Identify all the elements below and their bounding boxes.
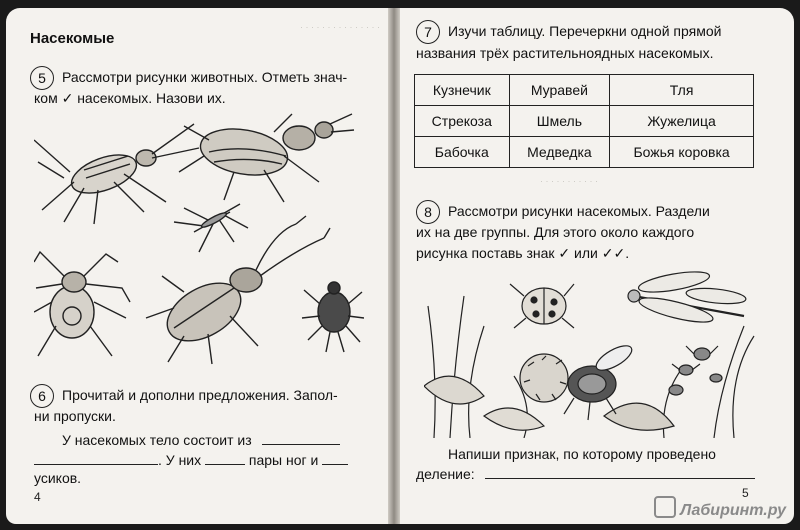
answer-blank-leg-pairs[interactable] <box>205 452 245 465</box>
answer-blank-body-parts-cont[interactable] <box>34 452 158 465</box>
task8-text-line1: Рассмотри рисунки насекомых. Раздели <box>448 203 710 219</box>
answer-blank-body-parts[interactable] <box>262 432 340 445</box>
task6-text-line1: Прочитай и дополни предложения. Запол- <box>62 387 338 403</box>
ladybug-drawing <box>510 284 574 328</box>
answer-blank-antennae[interactable] <box>322 452 348 465</box>
ground-beetle-drawing <box>179 114 354 202</box>
task5-text-line2: ком ✓ насекомых. Назови их. <box>34 90 226 106</box>
table-row <box>415 75 754 106</box>
dragonfly-drawing <box>628 268 747 327</box>
sentence2a-text: . У них <box>158 452 202 468</box>
table-cell[interactable]: Стрекоза <box>415 106 510 137</box>
table-cell[interactable]: Кузнечик <box>415 75 510 106</box>
section-title: Насекомые <box>30 30 115 47</box>
task8-text-line2: их на две группы. Для этого около каждого <box>416 224 695 240</box>
bleed-through-text: · · · · · · · · · · · · · · · <box>300 22 380 32</box>
table-cell[interactable]: Божья коровка <box>610 137 754 168</box>
tick-drawing <box>302 282 364 352</box>
task-number-8: 8 <box>416 200 440 224</box>
aphids-drawing <box>669 346 722 395</box>
table-row <box>415 106 754 137</box>
labirint-logo-icon <box>654 496 676 518</box>
task8-prompt-line1: Напиши признак, по которому проведено <box>448 446 716 462</box>
task8-prompt-line2 <box>416 466 755 482</box>
insects-table <box>414 74 754 168</box>
insects-scene-illustration <box>424 266 760 438</box>
task6-sentence2 <box>34 452 348 468</box>
task-number-7: 7 <box>416 20 440 44</box>
mosquito-drawing <box>174 204 248 252</box>
task5-text-line1: Рассмотри рисунки животных. Отметь знач- <box>62 69 348 85</box>
task8-text-line3: рисунка поставь знак ✓ или ✓✓. <box>416 245 630 261</box>
bleed-through-text: · · · · · · · · · · · <box>540 176 598 186</box>
task6-sentence3: усиков. <box>34 470 82 486</box>
table-cell[interactable]: Шмель <box>509 106 610 137</box>
book-spine <box>388 8 400 524</box>
watermark-text: Лабиринт.ру <box>680 502 786 519</box>
answer-blank-division-criterion[interactable] <box>485 466 755 479</box>
task7-text-line2: названия трёх растительноядных насекомых. <box>416 45 714 61</box>
table-cell[interactable]: Жужелица <box>610 106 754 137</box>
watermark <box>654 496 786 520</box>
task6-text-line2: ни пропуски. <box>34 408 116 424</box>
sentence1-text: У насекомых тело состоит из <box>62 432 252 448</box>
task6-sentence1 <box>62 432 340 448</box>
table-row <box>415 137 754 168</box>
clover-flower-drawing <box>520 354 568 402</box>
prompt-line2-text: деление: <box>416 466 475 482</box>
spider-drawing <box>34 252 130 356</box>
page-number-left: 4 <box>34 490 41 504</box>
task-number-6: 6 <box>30 384 54 408</box>
table-cell[interactable]: Муравей <box>509 75 610 106</box>
table-cell[interactable]: Бабочка <box>415 137 510 168</box>
table-cell[interactable]: Медведка <box>509 137 610 168</box>
sentence2b-text: пары ног и <box>248 452 319 468</box>
task-number-5: 5 <box>30 66 54 90</box>
animals-illustration <box>34 112 364 370</box>
cockroach-drawing <box>34 124 199 224</box>
stag-beetle-drawing <box>146 216 330 364</box>
task7-text-line1: Изучи таблицу. Перечеркни одной прямой <box>448 23 722 39</box>
table-cell[interactable]: Тля <box>610 75 754 106</box>
page-number-right: 5 <box>742 486 749 500</box>
